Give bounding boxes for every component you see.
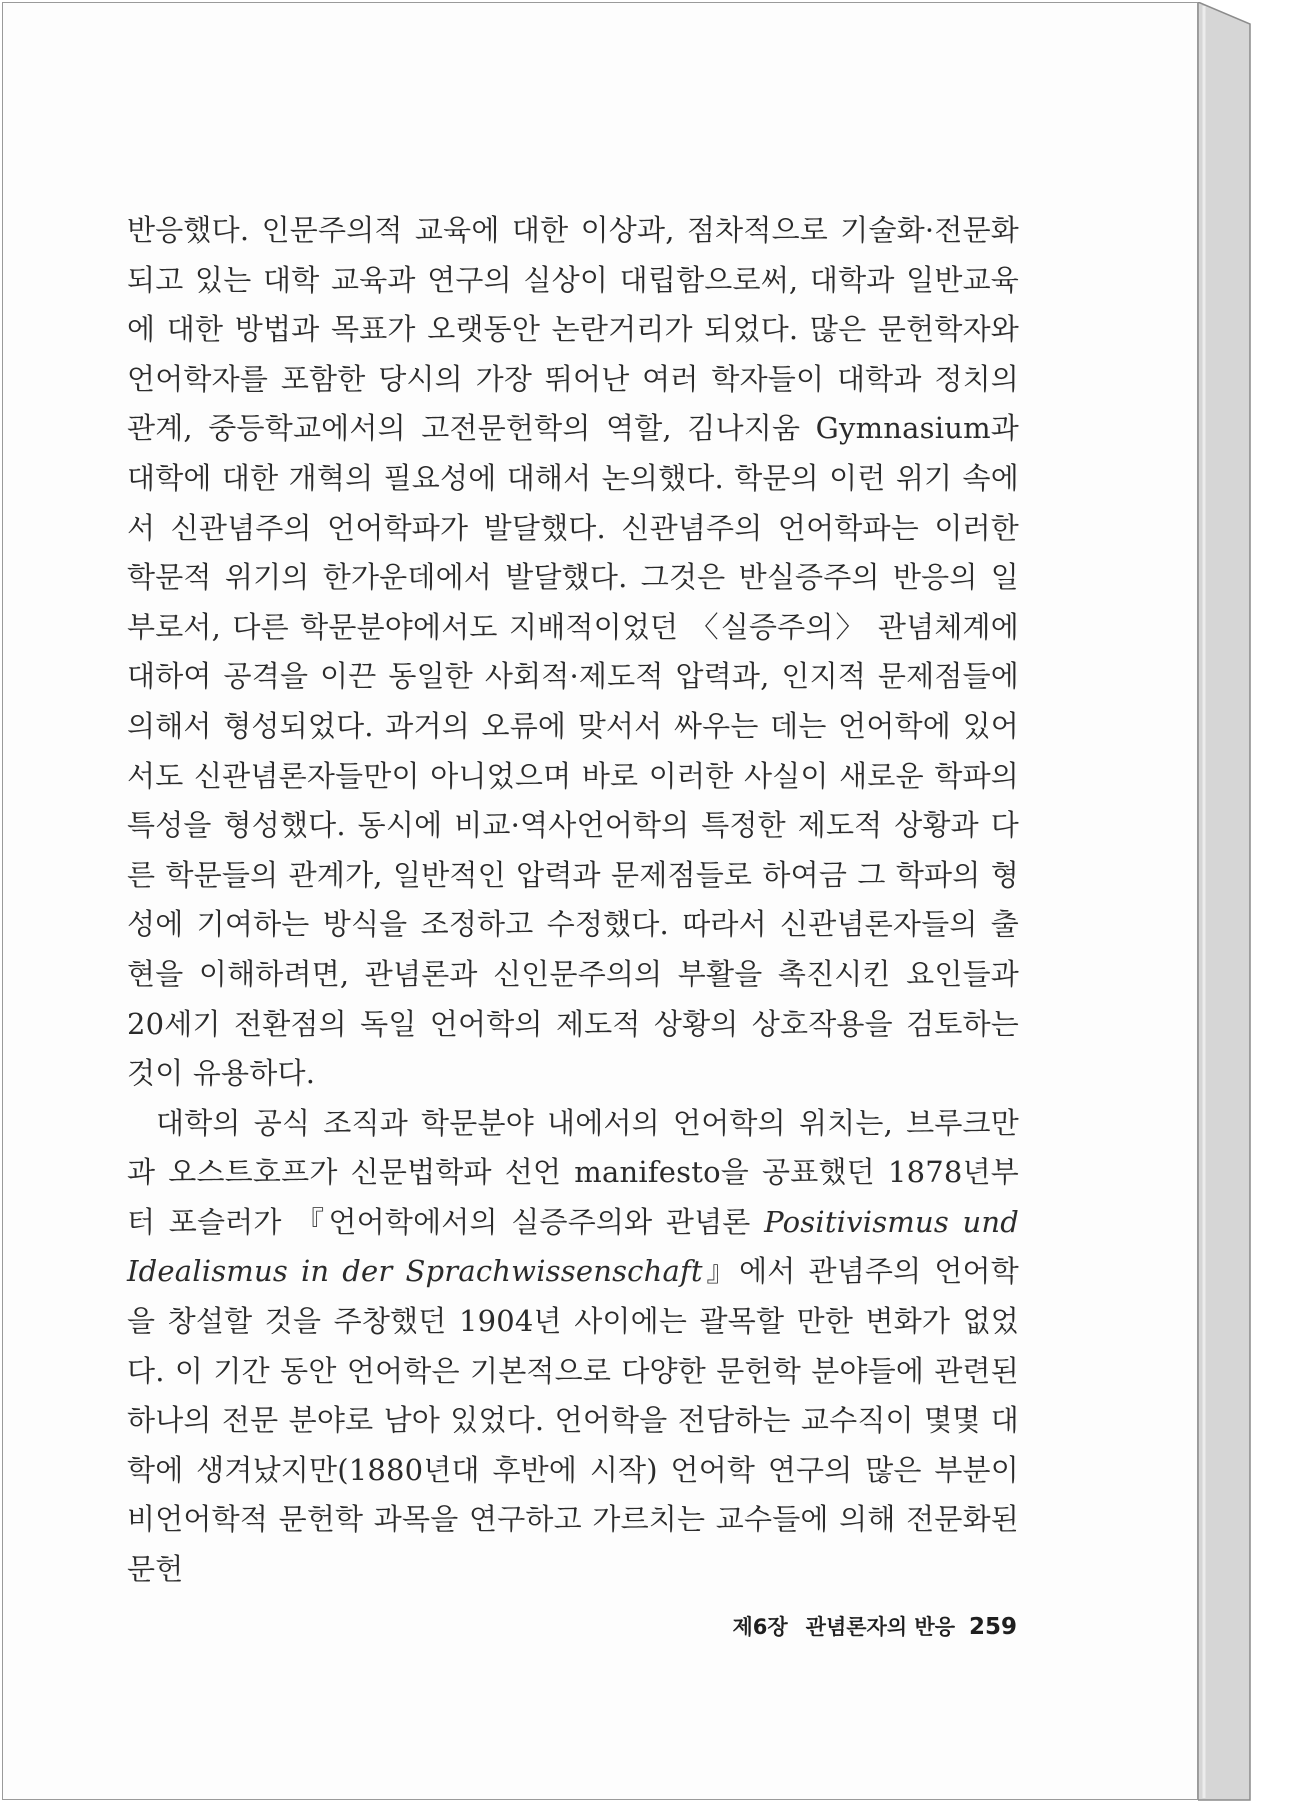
book-page (2, 2, 1198, 1800)
book-edge (1198, 2, 1256, 1800)
body-text (127, 206, 1019, 1595)
page-number: 259 (968, 1614, 1017, 1640)
paragraph-2 (127, 1099, 1019, 1595)
paragraph-1-text: 반응했다. 인문주의적 교육에 대한 이상과, 점차적으로 기술화·전문화되고 있는 대학 교육과 연구의 실상이 대립함으로써, 대학과 일반교육에 대한 방법과 목표가 오랫동안 논란거리가 되었다. 많은 문헌학자와 언어학자를 포함한 당시의 가장 뛰어난 여러 학자들이 대학과 정치의 관계, 중등학교에서의 고전문헌학의 역할, 김나지움 Gymnasium과 대학에 대한 개혁의 필요성에 대해서 논의했다. 학문의 이런 위기 속에서 신관념주의 언어학파가 발달했다. 신관념주의 언어학파는 이러한 학문적 위기의 한가운데에서 발달했다. 그것은 반실증주의 반응의 일부로서, 다른 학문분야에서도 지배적이었던 〈실증주의〉 관념체계에 대하여 공격을 이끈 동일한 사회적·제도적 압력과, 인지적 문제점들에 의해서 형성되었다. 과거의 오류에 맞서서 싸우는 데는 언어학에 있어서도 신관념론자들만이 아니었으며 바로 이러한 사실이 새로운 학파의 특성을 형성했다. 동시에 비교·역사언어학의 특정한 제도적 상황과 다른 학문들의 관계가, 일반적인 압력과 문제점들로 하여금 그 학파의 형성에 기여하는 방식을 조정하고 수정했다. 따라서 신관념론자들의 출현을 이해하려면, 관념론과 신인문주의의 부활을 촉진시킨 요인들과 20세기 전환점의 독일 언어학의 제도적 상황의 상호작용을 검토하는 것이 유용하다. (127, 213, 1019, 1091)
footer-title: 관념론자의 반응 (805, 1615, 955, 1639)
paragraph-2-text-end: 』에서 관념주의 언어학을 창설할 것을 주창했던 1904년 사이에는 괄목할 만한 변화가 없었다. 이 기간 동안 언어학은 기본적으로 다양한 문헌학 분야들에 관련된 하나의 전문 분야로 남아 있었다. 언어학을 전담하는 교수직이 몇몇 대학에 생겨났지만(1880년대 후반에 시작) 언어학 연구의 많은 부분이 비언어학적 문헌학 과목을 연구하고 가르치는 교수들에 의해 전문화된 문헌 (127, 1254, 1019, 1587)
book-title-italic: Positivismus und Idealismus in der Sprachwissenschaft (127, 1204, 1019, 1289)
paragraph-1 (127, 206, 1019, 1099)
book-edge-face (1198, 2, 1250, 1800)
footer-chapter: 제6장 (732, 1615, 788, 1639)
book-edge-graphic (1198, 2, 1258, 1802)
paragraph-2-text-start: 대학의 공식 조직과 학문분야 내에서의 언어학의 위치는, 브루크만과 오스트호프가 신문법학파 선언 manifesto을 공표했던 1878년부터 포슬러가 『언어학에서의 실증주의와 관념론 (127, 1105, 1019, 1239)
running-footer (603, 1611, 1017, 1641)
